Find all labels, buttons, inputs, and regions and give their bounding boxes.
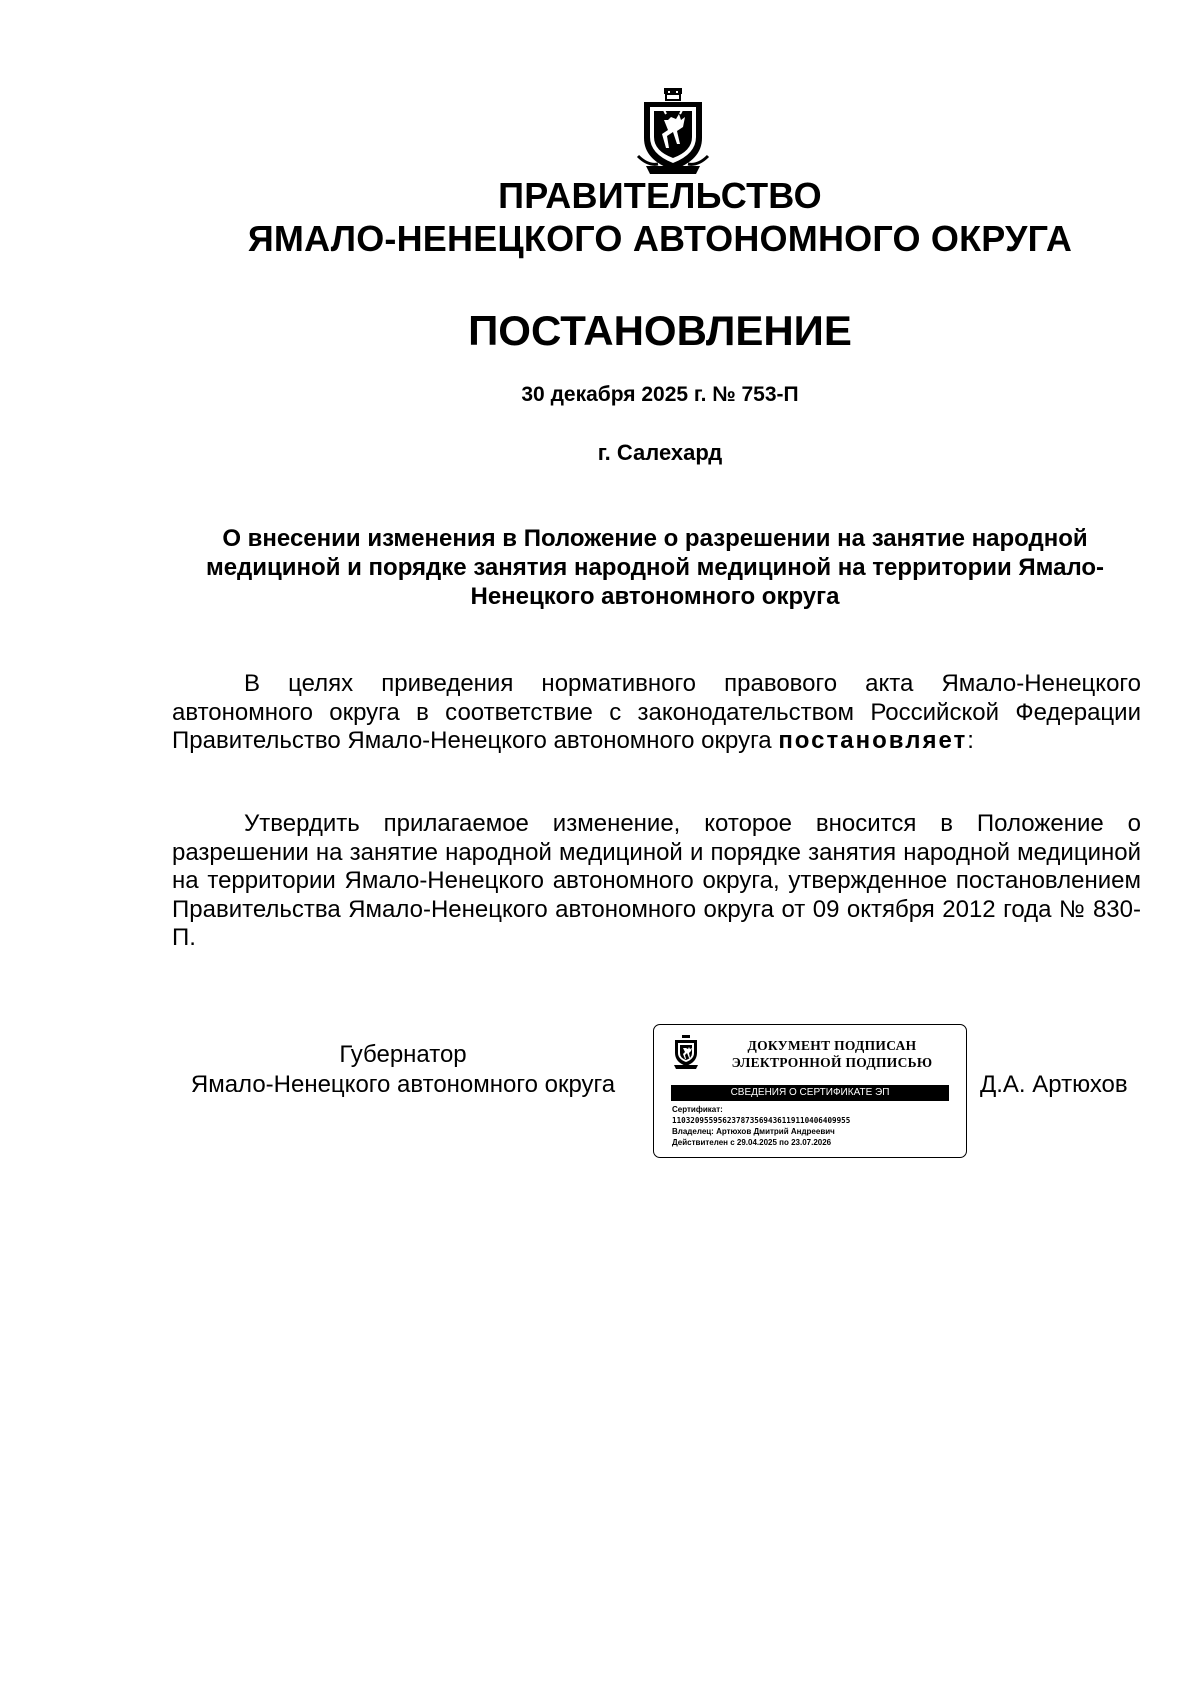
- certificate-validity: Действителен с 29.04.2025 по 23.07.2026: [672, 1138, 832, 1147]
- electronic-signature-stamp: [653, 1024, 967, 1158]
- coat-of-arms-icon: [672, 1035, 700, 1071]
- operative-paragraph: [172, 810, 1141, 953]
- stamp-heading: [714, 1037, 950, 1071]
- signer-name: Д.А. Артюхов: [980, 1071, 1128, 1098]
- certificate-info-bar: СВЕДЕНИЯ О СЕРТИФИКАТЕ ЭП: [671, 1085, 949, 1101]
- certificate-owner: Владелец: Артюхов Дмитрий Андреевич: [672, 1127, 835, 1136]
- stamp-heading-line1: ДОКУМЕНТ ПОДПИСАН: [747, 1038, 917, 1053]
- document-city: г. Салехард: [597, 440, 723, 465]
- signatory-title: [168, 1040, 638, 1100]
- document-date-number: 30 декабря 2025 г. № 753-П: [521, 383, 799, 406]
- resolves-word: постановляет: [778, 727, 968, 755]
- signatory-title-line2: Ямало-Ненецкого автономного округа: [190, 1071, 616, 1098]
- preamble-paragraph: [172, 670, 1141, 756]
- document-subject: О внесении изменения в Положение о разрешении на занятие народной медициной и порядке занятия народной медициной на территории Ямало-Ненецкого автономного округа: [205, 525, 1105, 610]
- signatory-title-line1: Губернатор: [339, 1041, 467, 1068]
- preamble-text: В целях приведения нормативного правового акта Ямало-Ненецкого автономного округа в соответствие с законодательством Российской Федерации Правительство Ямало-Ненецкого автономного округа: [172, 670, 1141, 755]
- government-name-line2: ЯМАЛО-НЕНЕЦКОГО АВТОНОМНОГО ОКРУГА: [247, 218, 1073, 259]
- certificate-number: 110320955956237873569436119110406409955: [672, 1116, 851, 1125]
- preamble-colon: :: [967, 727, 974, 755]
- operative-text: Утвердить прилагаемое изменение, которое вносится в Положение о разрешении на занятие народной медициной и порядке занятия народной медициной на территории Ямало-Ненецкого автономного округа, утвержденное постановлением Правительства Ямало-Ненецкого автономного округа от 09 октября 2012 года № 830-П.: [172, 810, 1141, 952]
- certificate-label: Сертификат:: [672, 1105, 723, 1114]
- government-name-line1: ПРАВИТЕЛЬСТВО: [498, 175, 822, 216]
- document-type-title: ПОСТАНОВЛЕНИЕ: [468, 307, 852, 354]
- stamp-heading-line2: ЭЛЕКТРОННОЙ ПОДПИСЬЮ: [731, 1055, 933, 1070]
- coat-of-arms-icon: [636, 86, 710, 178]
